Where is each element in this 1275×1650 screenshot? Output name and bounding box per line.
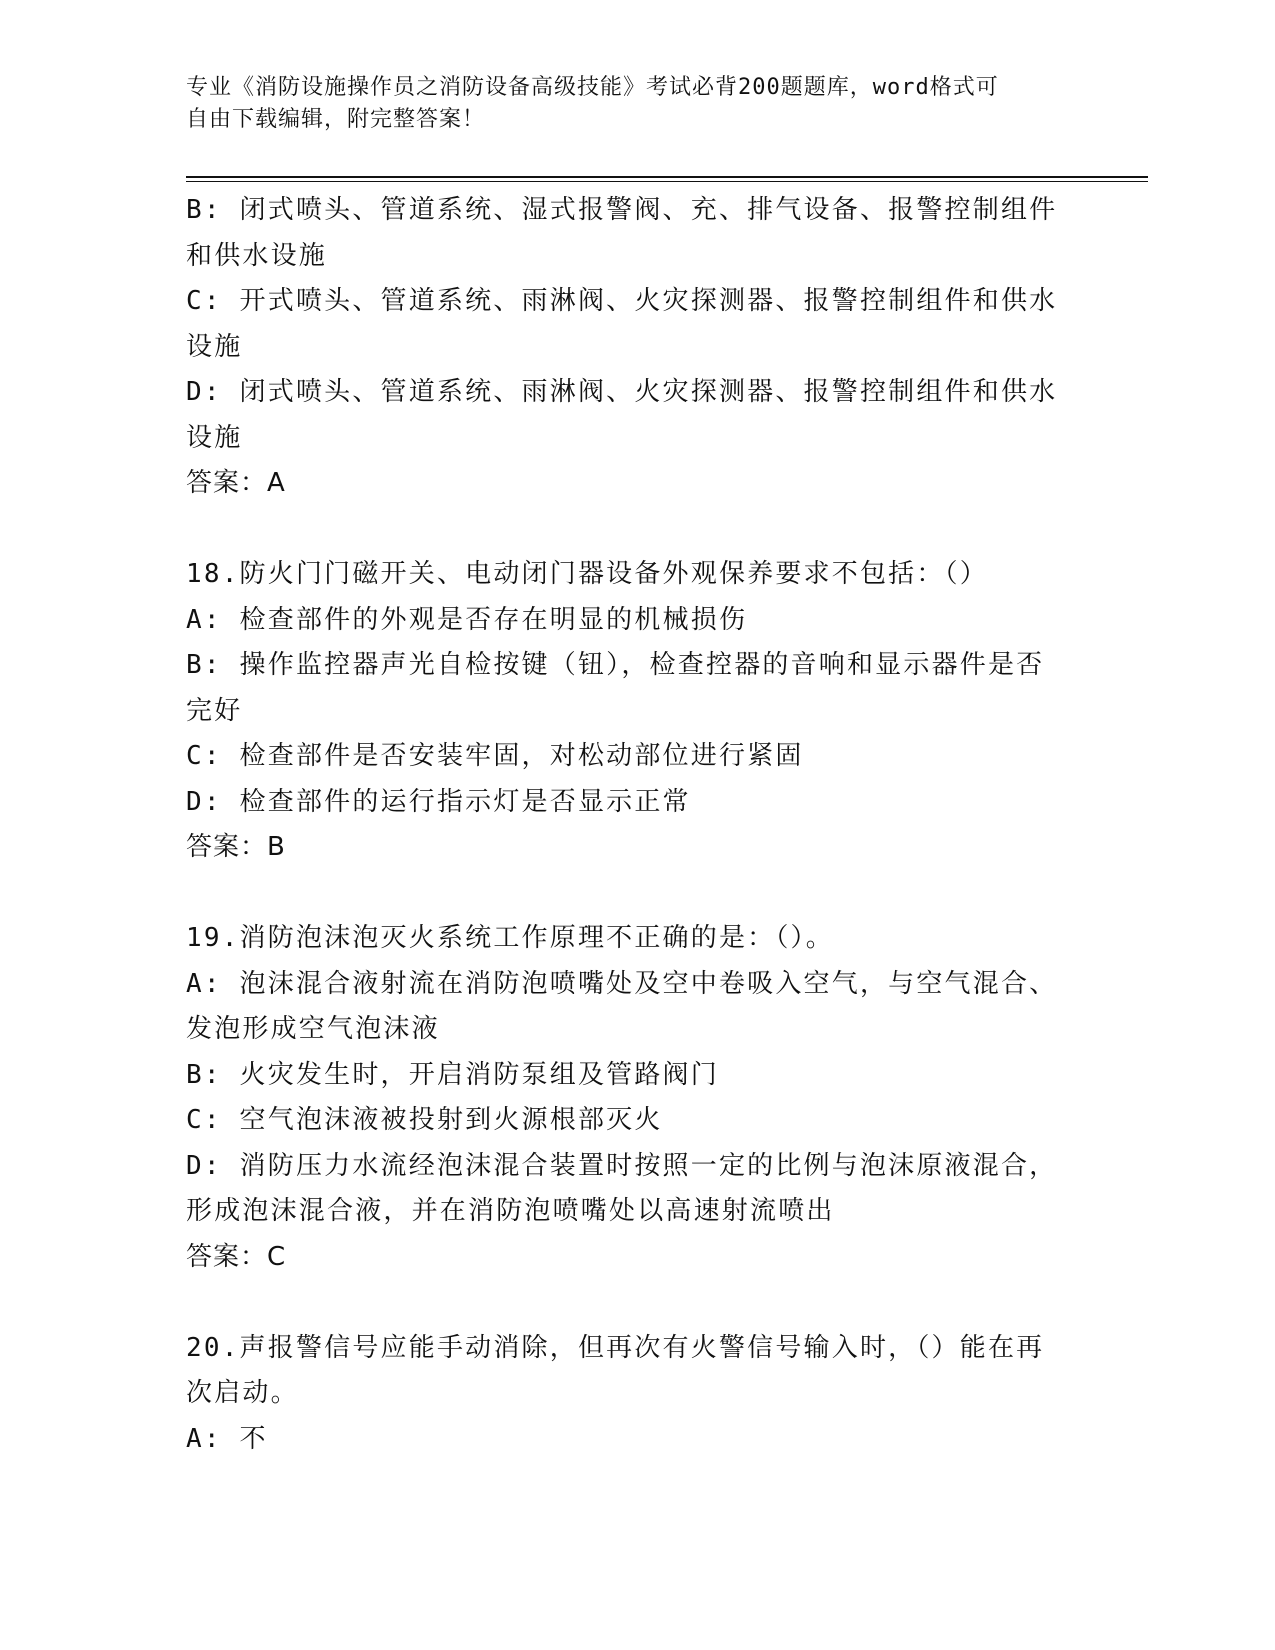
q18-option-d: D: 检查部件的运行指示灯是否显示正常 [186,786,691,817]
q17-option-d-line-2: 设施 [186,422,243,453]
question-list [186,188,1066,1462]
question-19 [186,916,1066,1280]
spacer [186,1280,1066,1326]
header-line-1: 专业《消防设施操作员之消防设备高级技能》考试必背200题题库，word格式可 [186,75,999,100]
q19-option-d-line-1: D: 消防压力水流经泡沫混合装置时按照一定的比例与泡沫原液混合， [186,1150,1058,1181]
q17-option-c-line-2: 设施 [186,331,243,362]
q18-option-a: A: 检查部件的外观是否存在明显的机械损伤 [186,604,748,635]
question-17 [186,188,1066,507]
q20-option-a: A: 不 [186,1423,268,1454]
q17-option-c-line-1: C: 开式喷头、管道系统、雨淋阀、火灾探测器、报警控制组件和供水 [186,286,1058,316]
q18-option-c: C: 检查部件是否安装牢固，对松动部位进行紧固 [186,741,804,771]
q17-option-b-line-2: 和供水设施 [186,240,328,271]
q17-option-b-line-1: B: 闭式喷头、管道系统、湿式报警阀、充、排气设备、报警控制组件 [186,195,1058,225]
q19-question: 19.消防泡沫泡灭火系统工作原理不正确的是：（）。 [186,923,834,953]
q18-option-b-line-1: B: 操作监控器声光自检按键（钮），检查控器的音响和显示器件是否 [186,650,1045,680]
document-header [186,72,1066,136]
q19-option-c: C: 空气泡沫液被投射到火源根部灭火 [186,1105,663,1135]
q20-question-line-2: 次启动。 [186,1378,299,1408]
header-line-2: 自由下载编辑，附完整答案！ [186,107,486,132]
header-divider-thin [186,181,1148,182]
q18-question: 18.防火门门磁开关、电动闭门器设备外观保养要求不包括：（） [186,559,988,589]
q19-option-b: B: 火灾发生时，开启消防泵组及管路阀门 [186,1059,719,1090]
q19-answer: 答案：C [186,1241,287,1272]
q19-option-d-line-2: 形成泡沫混合液，并在消防泡喷嘴处以高速射流喷出 [186,1196,835,1226]
header-divider-thick [186,176,1148,178]
q17-answer: 答案：A [186,468,286,498]
q20-question-line-1: 20.声报警信号应能手动消除，但再次有火警信号输入时，（）能在再 [186,1332,1045,1363]
q19-option-a-line-2: 发泡形成空气泡沫液 [186,1014,440,1044]
q17-option-d-line-1: D: 闭式喷头、管道系统、雨淋阀、火灾探测器、报警控制组件和供水 [186,377,1058,407]
question-20 [186,1326,1066,1463]
question-18 [186,552,1066,871]
q18-option-b-line-2: 完好 [186,695,243,726]
spacer [186,871,1066,917]
spacer [186,507,1066,553]
q19-option-a-line-1: A: 泡沫混合液射流在消防泡喷嘴处及空中卷吸入空气，与空气混合、 [186,968,1058,999]
q18-answer: 答案：B [186,832,286,862]
